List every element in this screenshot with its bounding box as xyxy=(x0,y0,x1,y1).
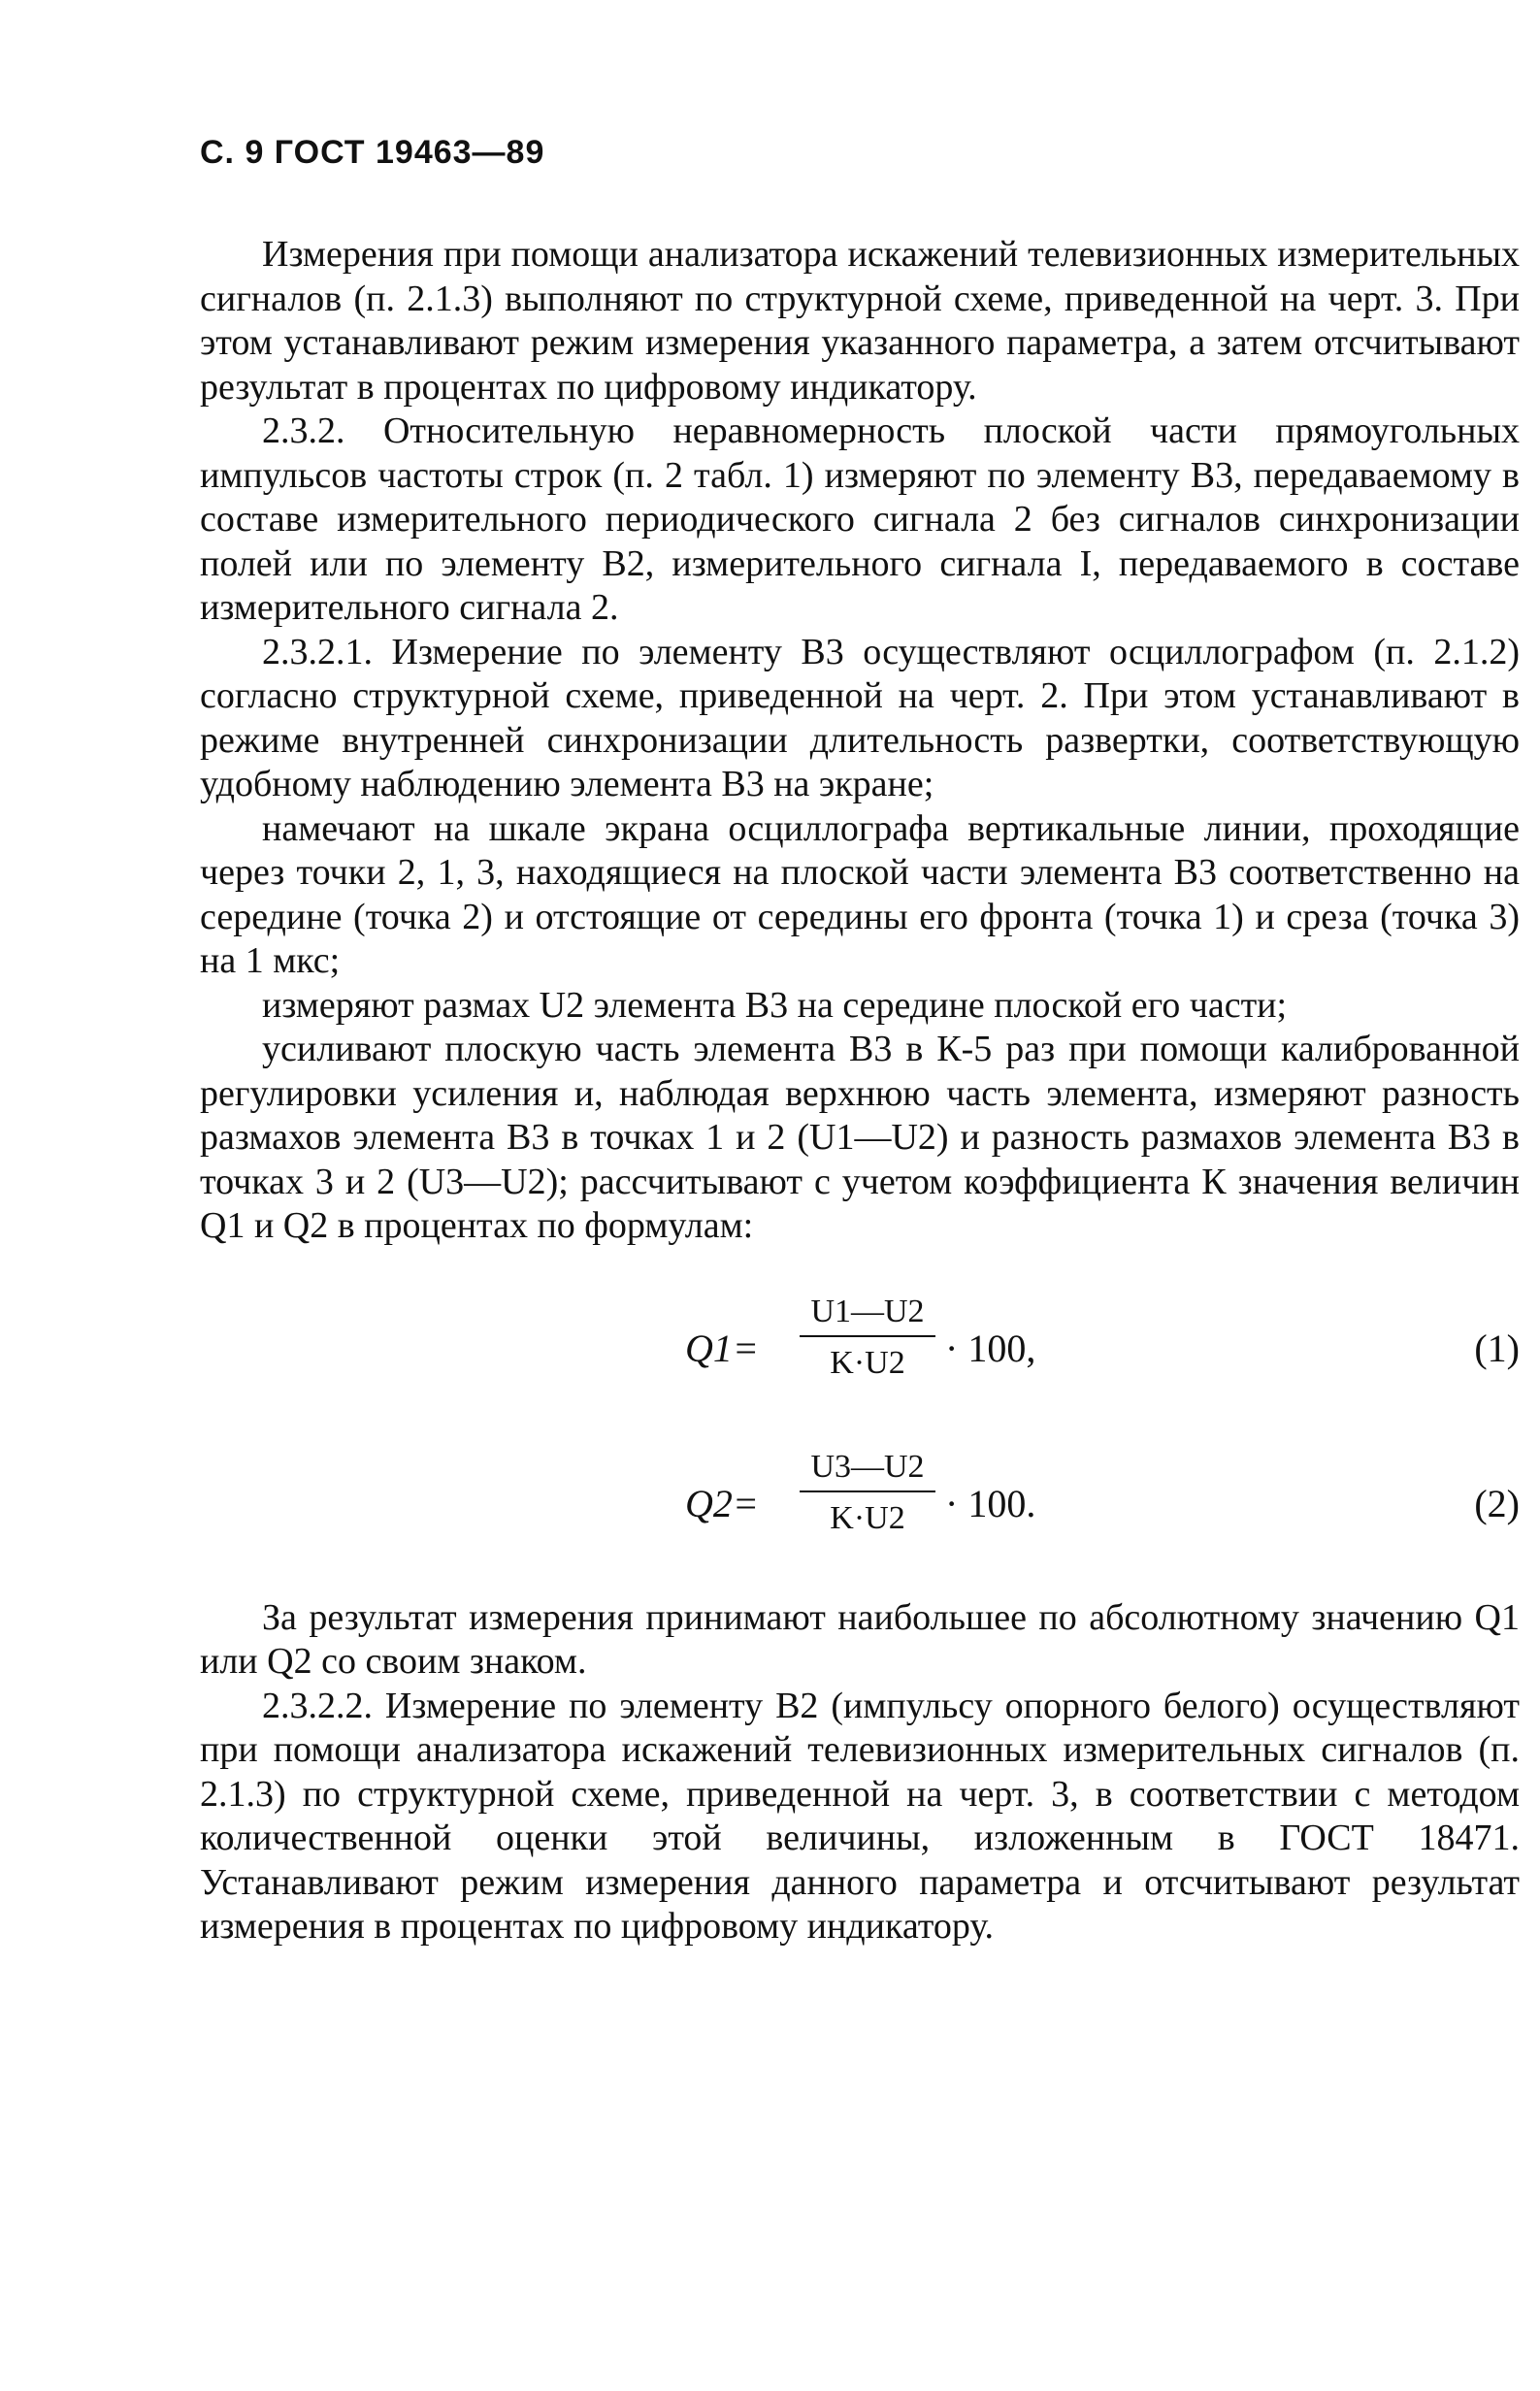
formula-numerator: U3—U2 xyxy=(800,1441,935,1493)
paragraph: 2.3.2.2. Измерение по элементу В2 (импульсу опорного белого) осуществляют при помощи анализатора искажений телевизионных измерительных сигналов (п. 2.1.3) по структурной схеме, приведенной на черт. 3, в соответствии с методом количественной оценки этой величины, изложенным в ГОСТ 18471. Устанавливают режим измерения данного параметра и отсчитывают результат измерения в процентах по цифровому индикатору. xyxy=(200,1685,1520,1947)
formula-fraction xyxy=(800,1441,935,1541)
formula-number: (2) xyxy=(1474,1481,1520,1525)
paragraph: 2.3.2.1. Измерение по элементу В3 осуществляют осциллографом (п. 2.1.2) согласно структурной схеме, приведенной на черт. 2. При этом устанавливают в режиме внутренней синхронизации длительность развертки, соответствующую удобному наблюдению элемента В3 на экране; xyxy=(200,631,1520,804)
formula-number: (1) xyxy=(1474,1326,1520,1370)
formula-denominator: K·U2 xyxy=(830,1500,905,1536)
formula-lhs: Q2= xyxy=(685,1481,759,1525)
paragraph: усиливают плоскую часть элемента В3 в К-5 раз при помощи калиброванной регулировки усиления и, наблюдая верхнюю часть элемента, измеряют разность размахов элемента В3 в точках 1 и 2 (U1—U2) и разность размахов элемента В3 в точках 3 и 2 (U3—U2); рассчитывают с учетом коэффициента К значения величин Q1 и Q2 в процентах по формулам: xyxy=(200,1029,1520,1246)
paragraph: измеряют размах U2 элемента В3 на середине плоской его части; xyxy=(262,984,1288,1026)
page-header: С. 9 ГОСТ 19463—89 xyxy=(200,134,545,171)
formula-lhs: Q1= xyxy=(685,1326,759,1370)
paragraph: намечают на шкале экрана осциллографа вертикальные линии, проходящие через точки 2, 1, 3, находящиеся на плоской части элемента В3 соответственно на середине (точка 2) и отстоящие от середины его фронта (точка 1) и среза (точка 3) на 1 мкс; xyxy=(200,807,1520,981)
formula-tail: · 100. xyxy=(945,1481,1036,1525)
formula-denominator: K·U2 xyxy=(830,1345,905,1381)
document-body xyxy=(200,233,1520,1949)
formula-fraction xyxy=(800,1286,935,1386)
formula-numerator: U1—U2 xyxy=(800,1286,935,1338)
formula-2 xyxy=(200,1441,1520,1587)
formula-tail: · 100, xyxy=(945,1326,1036,1370)
paragraph: 2.3.2. Относительную неравномерность плоской части прямоугольных импульсов частоты строк (п. 2 табл. 1) измеряют по элементу В3, передаваемому в составе измерительного периодического сигнала 2 без сигналов синхронизации полей или по элементу В2, измерительного сигнала I, передаваемого в составе измерительного сигнала 2. xyxy=(200,410,1520,628)
paragraph: За результат измерения принимают наибольшее по абсолютному значению Q1 или Q2 со своим знаком. xyxy=(200,1596,1520,1682)
formula-1 xyxy=(200,1286,1520,1441)
paragraph: Измерения при помощи анализатора искажений телевизионных измерительных сигналов (п. 2.1.3) выполняют по структурной схеме, приведенной на черт. 3. При этом устанавливают режим измерения указанного параметра, а затем отсчитывают результат в процентах по цифровому индикатору. xyxy=(200,234,1520,408)
